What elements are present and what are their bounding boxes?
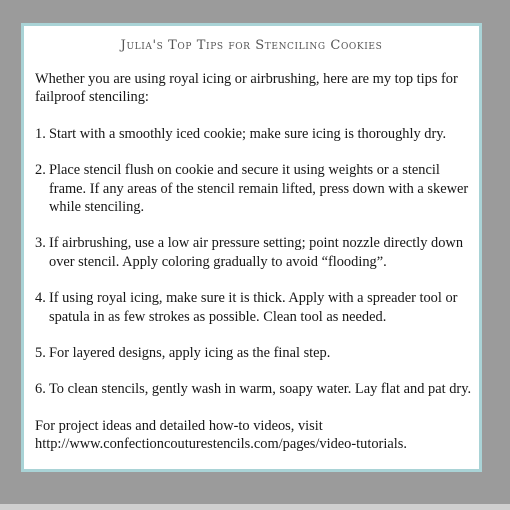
tips-list: [35, 125, 479, 399]
outro-line: For project ideas and detailed how-to videos, visit: [35, 417, 323, 434]
tip-item-6: [35, 380, 479, 398]
tip-item-3: [35, 234, 479, 271]
tips-card: [21, 23, 482, 472]
tip-text: For layered designs, apply icing as the final step.: [49, 345, 331, 362]
tip-item-5: [35, 344, 479, 362]
card-content: [35, 70, 479, 454]
tip-text: To clean stencils, gently wash in warm, soapy water. Lay flat and pat dry.: [49, 381, 472, 398]
tip-number: 4.: [35, 290, 46, 307]
tip-item-1: [35, 125, 479, 143]
tip-number: 1.: [35, 125, 46, 142]
tip-number: 5.: [35, 345, 46, 362]
tip-number: 3.: [35, 235, 46, 252]
card-title: Julia's Top Tips for Stenciling Cookies: [120, 38, 383, 53]
tip-number: 6.: [35, 381, 46, 398]
tip-number: 2.: [35, 162, 46, 179]
tip-text: Place stencil flush on cookie and secure it using weights or a stencil frame. If any areas of the stencil remain lifted, press down with a skewer while stenciling.: [49, 162, 469, 216]
tip-text: Start with a smoothly iced cookie; make sure icing is thoroughly dry.: [49, 125, 447, 142]
outro-text: [35, 417, 479, 454]
tip-item-2: [35, 161, 479, 216]
bottom-divider: [0, 504, 510, 510]
tip-text: If airbrushing, use a low air pressure setting; point nozzle directly down over stencil. Apply coloring gradually to avoid “flooding”.: [49, 235, 464, 270]
tip-item-4: [35, 289, 479, 326]
intro-text: Whether you are using royal icing or airbrushing, here are my top tips for failproof stenciling:: [35, 71, 458, 106]
tip-text: If using royal icing, make sure it is thick. Apply with a spreader tool or spatula in as few strokes as possible. Clean tool as needed.: [49, 290, 458, 325]
video-tutorials-url: http://www.confectioncouturestencils.com/pages/video-tutorials.: [35, 436, 407, 453]
